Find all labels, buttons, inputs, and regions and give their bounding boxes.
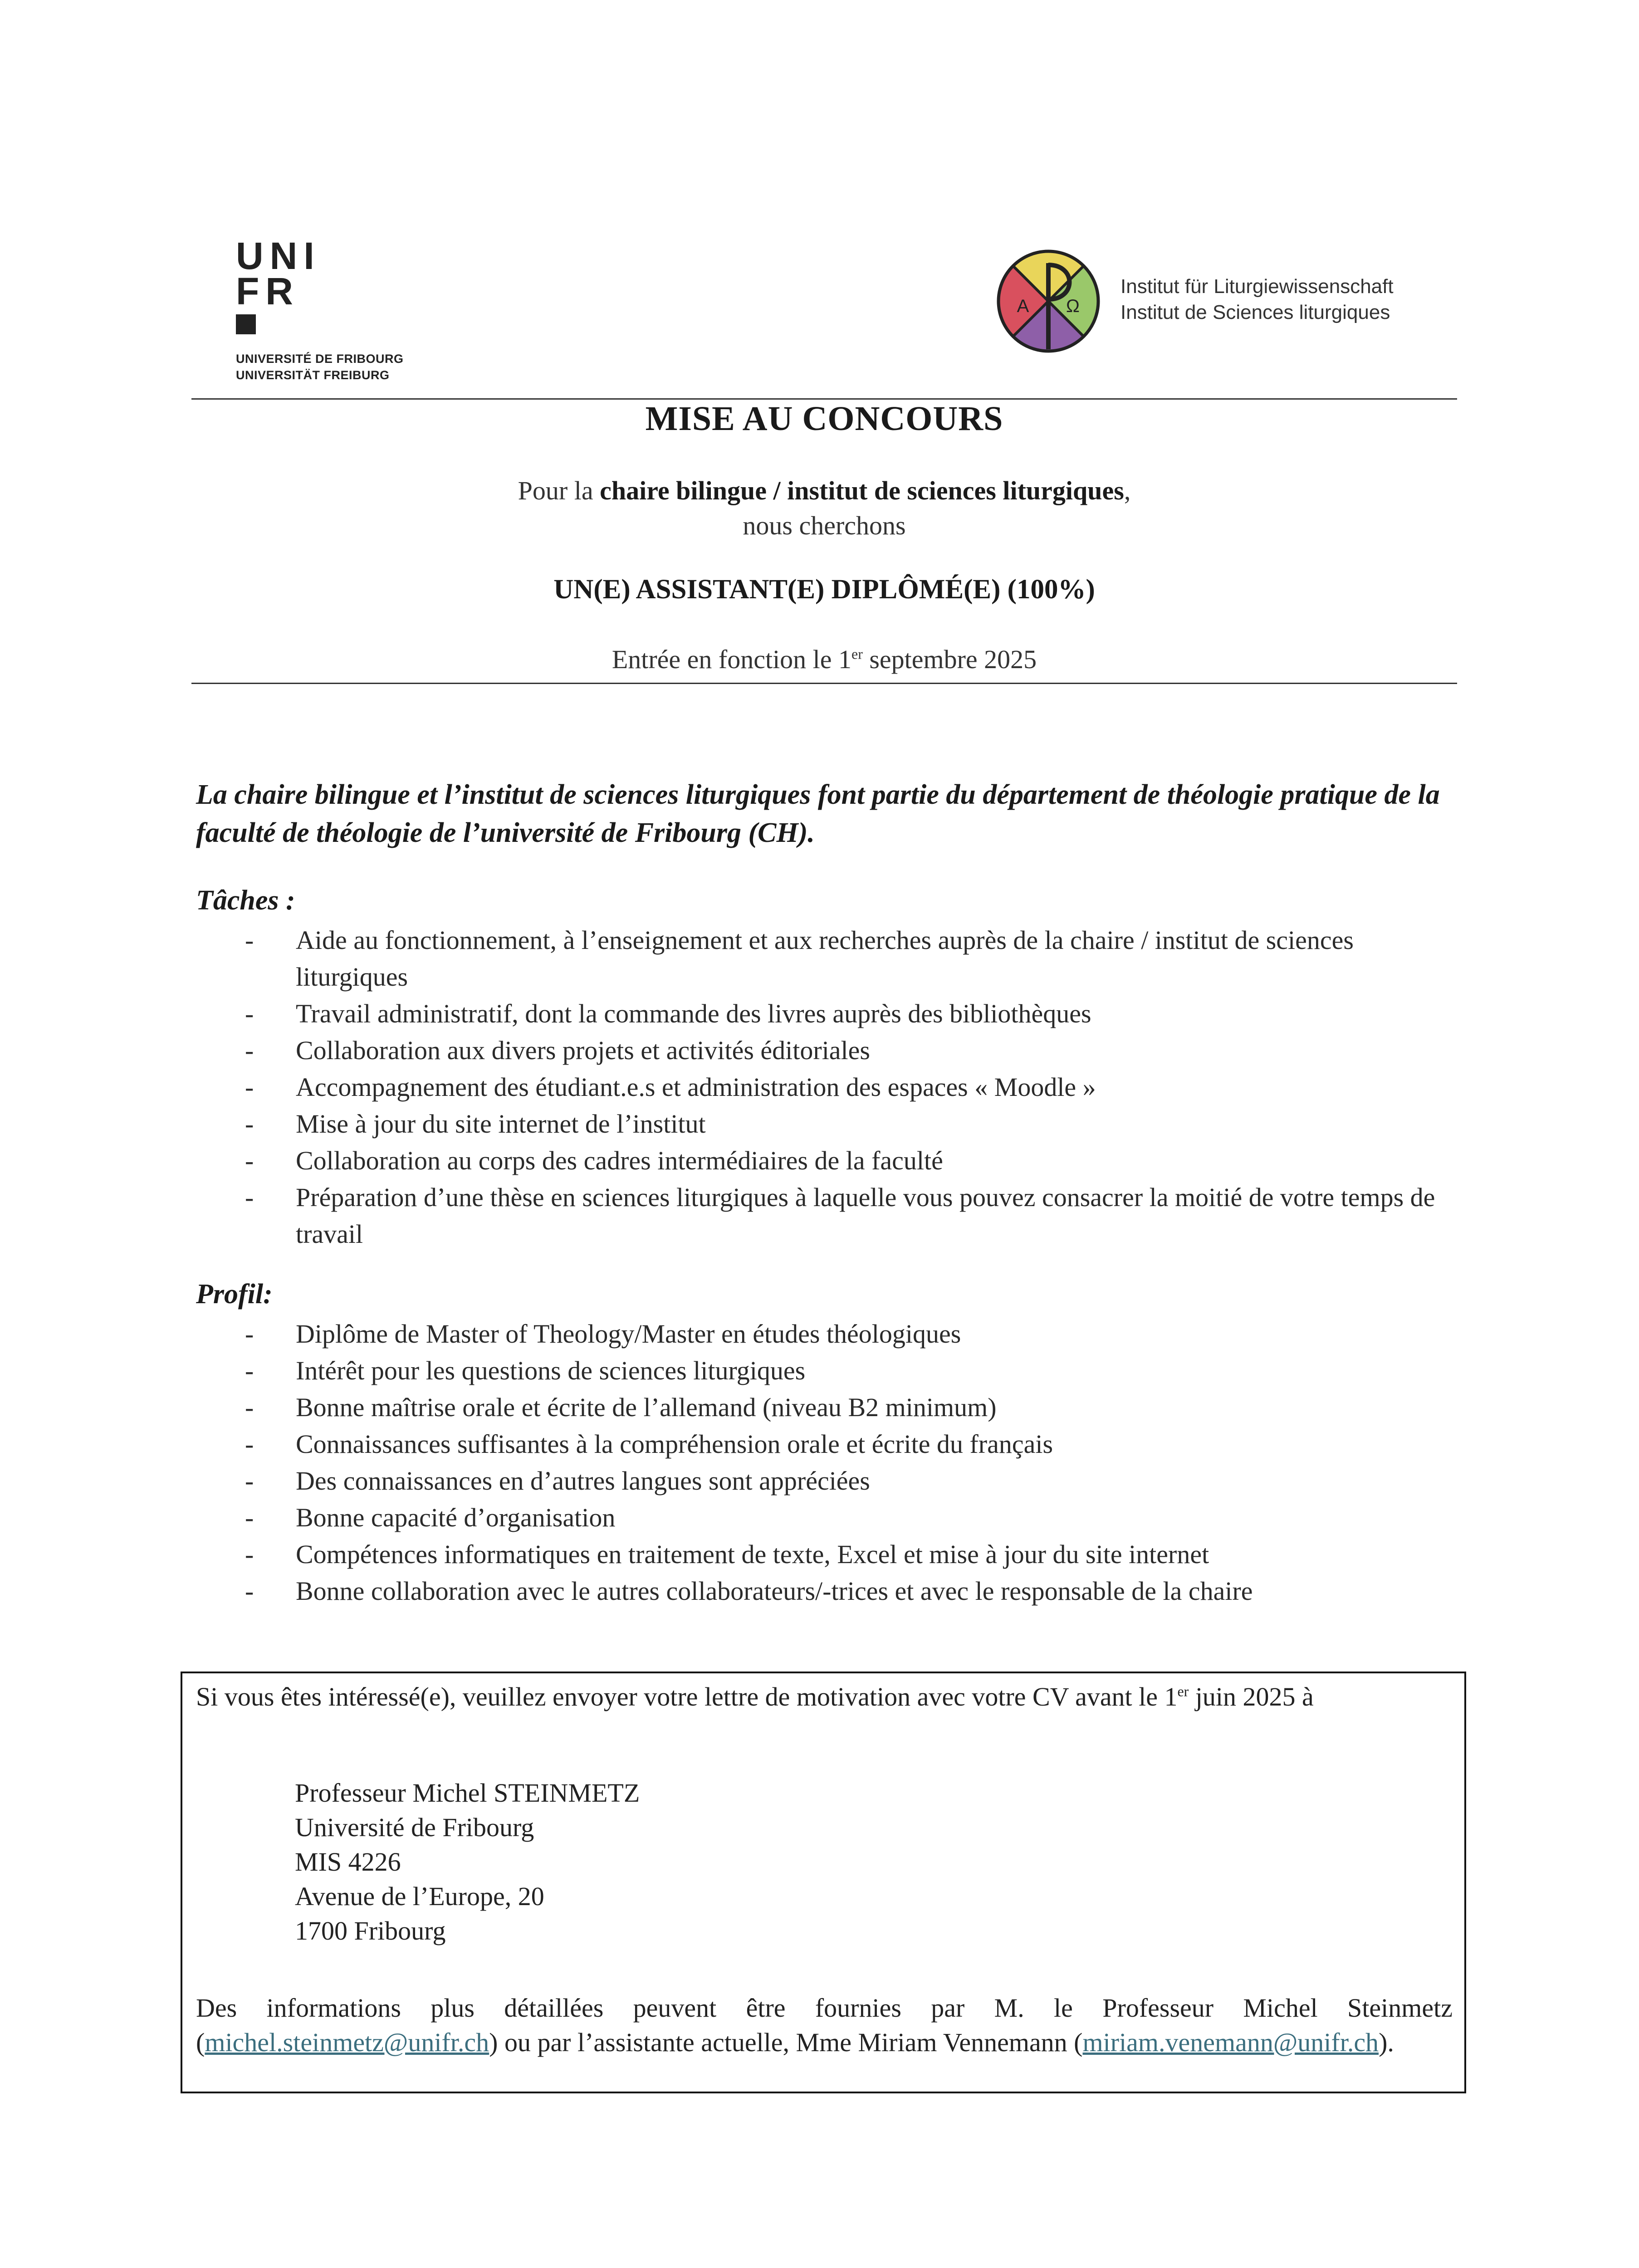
address-line: Université de Fribourg: [295, 1813, 534, 1842]
bullet: -: [245, 1109, 254, 1139]
lead-paragraph: La chaire bilingue et l’institut de sciences liturgiques font partie du département de théologie pratique de la faculté de théologie de l’université de Fribourg (CH).: [196, 779, 1440, 848]
list-item-text: Intérêt pour les questions de sciences liturgiques: [296, 1356, 806, 1385]
university-name-fr: UNIVERSITÉ DE FRIBOURG: [236, 352, 404, 366]
intro-line2: nous cherchons: [743, 511, 906, 540]
unifr-mark-line1: UNI: [236, 235, 321, 277]
bullet: -: [245, 1503, 254, 1532]
contact-info-part3: ).: [1379, 2028, 1394, 2057]
tasks-list: [245, 922, 1457, 1252]
intro-chair: chaire bilingue / institut de sciences liturgiques: [600, 476, 1124, 505]
bullet: -: [245, 999, 254, 1028]
list-item: [245, 1536, 1457, 1573]
start-sup: er: [851, 646, 863, 662]
list-item: [245, 1315, 1457, 1352]
list-item: [245, 922, 1457, 995]
bullet: -: [245, 1183, 254, 1212]
list-item-text: Collaboration au corps des cadres intermédiaires de la faculté: [296, 1146, 943, 1175]
address-line: MIS 4226: [295, 1847, 401, 1877]
contact-intro: [196, 1680, 1453, 1714]
list-item-text: Diplôme de Master of Theology/Master en études théologiques: [296, 1319, 961, 1349]
list-item: [245, 1389, 1457, 1426]
list-item-text: Préparation d’une thèse en sciences liturgiques à laquelle vous pouvez consacrer la moitié de votre temps de travail: [296, 1183, 1435, 1249]
list-item-text: Mise à jour du site internet de l’institut: [296, 1109, 706, 1139]
list-item-text: Bonne collaboration avec le autres collaborateurs/-trices et avec le responsable de la chaire: [296, 1576, 1253, 1606]
list-item: [245, 995, 1457, 1032]
list-item-text: Accompagnement des étudiant.e.s et administration des espaces « Moodle »: [296, 1072, 1096, 1102]
intro-prefix: Pour la: [518, 476, 600, 505]
bullet: -: [245, 1393, 254, 1422]
page-title: MISE AU CONCOURS: [645, 400, 1003, 438]
bullet: -: [245, 925, 254, 955]
email-link-steinmetz[interactable]: michel.steinmetz@unifr.ch: [205, 2028, 489, 2057]
intro-suffix: ,: [1124, 476, 1131, 505]
list-item-text: Bonne capacité d’organisation: [296, 1503, 616, 1532]
institute-name-fr: Institut de Sciences liturgiques: [1120, 301, 1390, 323]
list-item-text: Collaboration aux divers projets et activités éditoriales: [296, 1036, 870, 1065]
list-item-text: Bonne maîtrise orale et écrite de l’allemand (niveau B2 minimum): [296, 1393, 997, 1422]
list-item-text: Des connaissances en d’autres langues sont appréciées: [296, 1466, 870, 1496]
address-line: 1700 Fribourg: [295, 1916, 446, 1945]
bullet: -: [245, 1072, 254, 1102]
list-item-text: Compétences informatiques en traitement de texte, Excel et mise à jour du site internet: [296, 1540, 1209, 1569]
postal-address: [295, 1776, 640, 1948]
start-date: [191, 644, 1457, 675]
profile-heading: Profil:: [196, 1279, 273, 1310]
bullet: -: [245, 1540, 254, 1569]
tasks-heading: Tâches :: [196, 885, 295, 916]
omega-letter: Ω: [1066, 296, 1080, 316]
contact-box: [181, 1672, 1466, 2093]
list-item-text: Travail administratif, dont la commande des livres auprès des bibliothèques: [296, 999, 1091, 1028]
email-link-vennemann[interactable]: miriam.venemann@unifr.ch: [1082, 2028, 1379, 2057]
bullet: -: [245, 1319, 254, 1349]
list-item: [245, 1499, 1457, 1536]
list-item: [245, 1573, 1457, 1609]
intro-line: [191, 475, 1457, 506]
list-item: [245, 1032, 1457, 1069]
address-line: Professeur Michel STEINMETZ: [295, 1778, 640, 1808]
list-item: [245, 1105, 1457, 1142]
bullet: -: [245, 1036, 254, 1065]
address-line: Avenue de l’Europe, 20: [295, 1882, 544, 1911]
contact-info-part2: ) ou par l’assistante actuelle, Mme Miriam Vennemann (: [489, 2028, 1083, 2057]
header-rule-bottom: [191, 683, 1457, 684]
list-item-text: Aide au fonctionnement, à l’enseignement et aux recherches auprès de la chaire / institut de sciences liturgiques: [296, 925, 1354, 992]
contact-intro-after: juin 2025 à: [1189, 1682, 1314, 1711]
list-item: [245, 1069, 1457, 1105]
bullet: -: [245, 1356, 254, 1385]
bullet: -: [245, 1466, 254, 1496]
chi-rho-emblem-icon: [996, 249, 1101, 354]
unifr-mark-line2: FR: [236, 270, 299, 313]
contact-info-part1: Des informations plus détaillées peuvent être fournies par M. le Professeur Michel Steinmetz (: [196, 1993, 1453, 2057]
list-item-text: Connaissances suffisantes à la compréhension orale et écrite du français: [296, 1429, 1053, 1459]
list-item: [245, 1142, 1457, 1179]
list-item: [245, 1462, 1457, 1499]
start-before: Entrée en fonction le 1: [612, 645, 852, 674]
contact-intro-sup: er: [1177, 1683, 1189, 1700]
position-title: UN(E) ASSISTANT(E) DIPLÔMÉ(E) (100%): [553, 574, 1095, 605]
unifr-block-icon: [236, 314, 256, 334]
unifr-logo: [236, 235, 463, 383]
list-item: [245, 1179, 1457, 1252]
profile-list: [245, 1315, 1457, 1609]
list-item: [245, 1426, 1457, 1462]
institute-name-de: Institut für Liturgiewissenschaft: [1120, 275, 1394, 298]
alpha-letter: A: [1017, 296, 1029, 316]
bullet: -: [245, 1429, 254, 1459]
contact-info: [196, 1991, 1453, 2060]
start-after: septembre 2025: [862, 645, 1037, 674]
bullet: -: [245, 1576, 254, 1606]
contact-intro-before: Si vous êtes intéressé(e), veuillez envoyer votre lettre de motivation avec votre CV avant le 1: [196, 1682, 1178, 1711]
university-name-de: UNIVERSITÄT FREIBURG: [236, 368, 390, 382]
bullet: -: [245, 1146, 254, 1175]
institute-name: [1120, 274, 1394, 325]
list-item: [245, 1352, 1457, 1389]
